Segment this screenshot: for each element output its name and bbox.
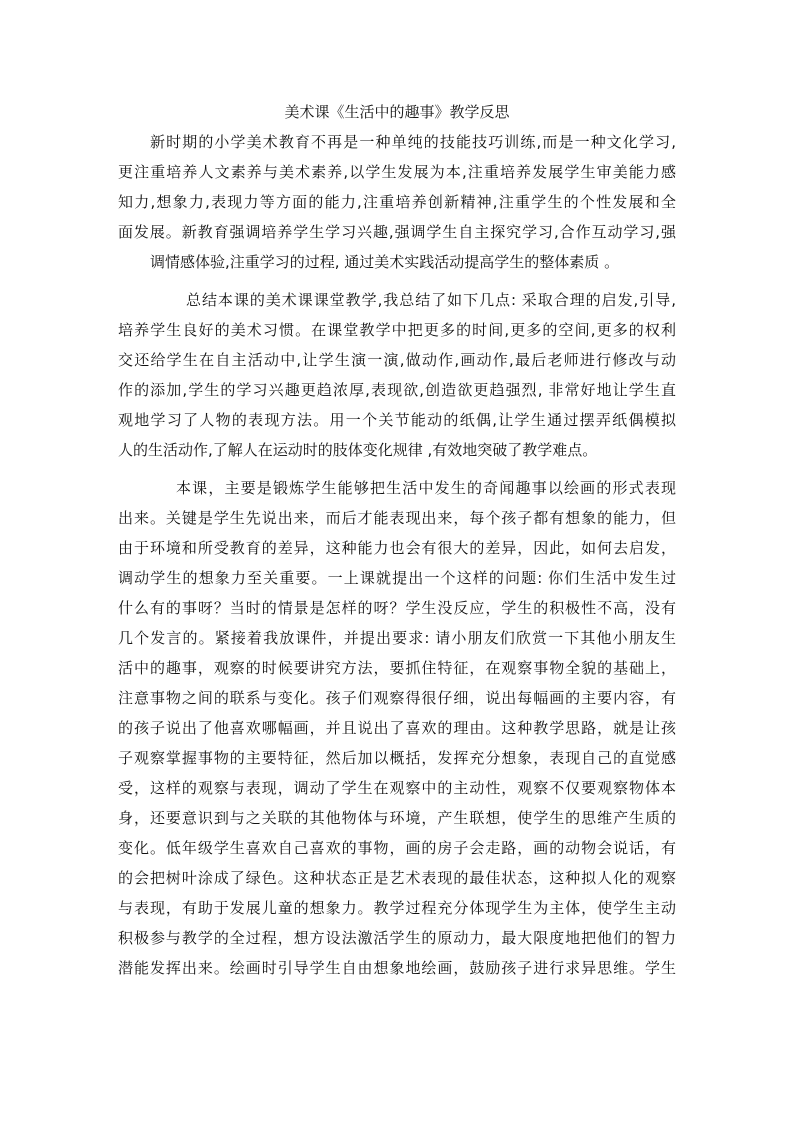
paragraph-3-line-8: 注意事物之间的联系与变化。孩子们观察得很仔细，说出每幅画的主要内容，有 xyxy=(118,689,676,707)
paragraph-2-line-5: 观地学习了人物的表现方法。用一个关节能动的纸偶,让学生通过摆弄纸偶模拟 xyxy=(118,411,676,429)
paragraph-2-line-4: 作的添加,学生的学习兴趣更趋浓厚,表现欲,创造欲更趋强烈, 非常好地让学生直 xyxy=(118,381,676,399)
paragraph-3-line-17: 潜能发挥出来。绘画时引导学生自由想象地绘画，鼓励孩子进行求异思维。学生 xyxy=(118,959,676,977)
paragraph-3-line-13: 变化。低年级学生喜欢自己喜欢的事物，画的房子会走路，画的动物会说话，有 xyxy=(118,839,676,857)
paragraph-3-line-2: 出来。关键是学生先说出来，而后才能表现出来，每个孩子都有想象的能力，但 xyxy=(118,509,676,527)
paragraph-2-line-3: 交还给学生在自主活动中,让学生演一演,做动作,画动作,最后老师进行修改与动 xyxy=(118,351,676,369)
paragraph-1-line-2: 更注重培养人文素养与美术素养,以学生发展为本,注重培养发展学生审美能力感 xyxy=(118,163,676,181)
paragraph-2-line-6: 人的生活动作,了解人在运动时的肢体变化规律 ,有效地突破了教学难点。 xyxy=(118,441,598,459)
paragraph-3-line-1: 本课，主要是锻炼学生能够把生活中发生的奇闻趣事以绘画的形式表现 xyxy=(176,479,676,497)
paragraph-1-line-4: 面发展。新教育强调培养学生学习兴趣,强调学生自主探究学习,合作互动学习,强 xyxy=(118,223,676,241)
paragraph-1-line-3: 知力,想象力,表现力等方面的能力,注重培养创新精神,注重学生的个性发展和全 xyxy=(118,193,676,211)
paragraph-3-line-9: 的孩子说出了他喜欢哪幅画，并且说出了喜欢的理由。这种教学思路，就是让孩 xyxy=(118,719,676,737)
paragraph-3-line-4: 调动学生的想象力至关重要。一上课就提出一个这样的问题: 你们生活中发生过 xyxy=(118,569,676,587)
paragraph-3-line-7: 活中的趣事，观察的时候要讲究方法，要抓住特征，在观察事物全貌的基础上， xyxy=(118,659,676,677)
paragraph-1-line-5: 调情感体验,注重学习的过程, 通过美术实践活动提高学生的整体素质 。 xyxy=(150,253,620,271)
document-title: 美术课《生活中的趣事》教学反思 xyxy=(284,103,510,121)
paragraph-3-line-5: 什么有的事呀？当时的情景是怎样的呀？学生没反应，学生的积极性不高，没有 xyxy=(118,599,676,617)
paragraph-3-line-14: 的会把树叶涂成了绿色。这种状态正是艺术表现的最佳状态，这种拟人化的观察 xyxy=(118,869,676,887)
paragraph-3-line-3: 由于环境和所受教育的差异，这种能力也会有很大的差异，因此，如何去启发， xyxy=(118,539,676,557)
paragraph-3-line-15: 与表现，有助于发展儿童的想象力。教学过程充分体现学生为主体，使学生主动 xyxy=(118,899,676,917)
paragraph-3-line-10: 子观察掌握事物的主要特征，然后加以概括，发挥充分想象，表现自己的直觉感 xyxy=(118,749,676,767)
paragraph-2-line-1: 总结本课的美术课课堂教学,我总结了如下几点: 采取合理的启发,引导, xyxy=(186,291,676,309)
paragraph-3-line-16: 积极参与教学的全过程，想方设法激活学生的原动力，最大限度地把他们的智力 xyxy=(118,929,676,947)
paragraph-3-line-6: 几个发言的。紧接着我放课件，并提出要求: 请小朋友们欣赏一下其他小朋友生 xyxy=(118,629,676,647)
paragraph-3-line-12: 身，还要意识到与之关联的其他物体与环境，产生联想，使学生的思维产生质的 xyxy=(118,809,676,827)
paragraph-2-line-2: 培养学生良好的美术习惯。在课堂教学中把更多的时间,更多的空间,更多的权利 xyxy=(118,321,676,339)
paragraph-3-line-11: 受，这样的观察与表现，调动了学生在观察中的主动性，观察不仅要观察物体本 xyxy=(118,779,676,797)
paragraph-1-line-1: 新时期的小学美术教育不再是一种单纯的技能技巧训练,而是一种文化学习, xyxy=(150,133,676,151)
